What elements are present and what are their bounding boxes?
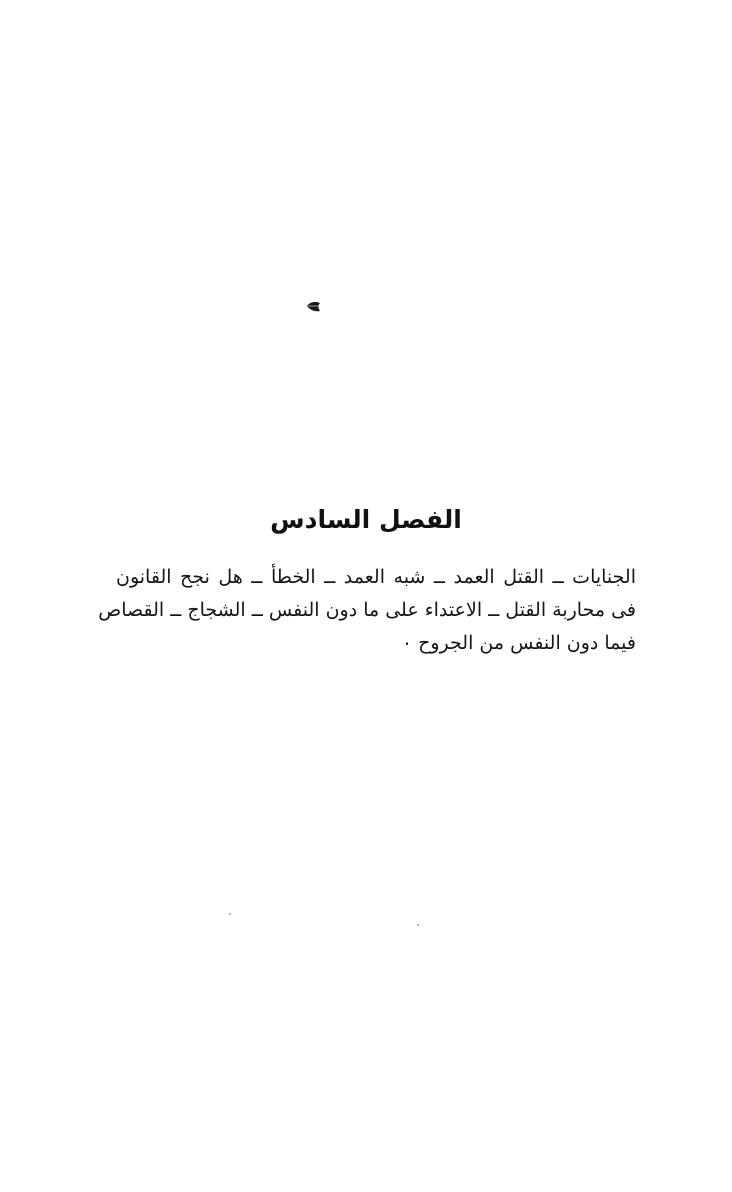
scan-speck bbox=[417, 924, 419, 926]
chapter-title: الفصل السادس bbox=[270, 505, 462, 534]
leaf-ornament-icon bbox=[306, 299, 322, 315]
summary-line: فى محاربة القتل ــ الاعتداء على ما دون النفس ــ الشجاج ــ القصاص bbox=[98, 599, 636, 621]
summary-line: فيما دون النفس من الجروح ٠ bbox=[401, 632, 636, 654]
chapter-summary bbox=[98, 561, 636, 660]
summary-line: الجنايات ــ القتل العمد ــ شبه العمد ــ الخطأ ــ هل نجح القانون bbox=[116, 566, 636, 588]
scan-speck bbox=[229, 913, 231, 915]
